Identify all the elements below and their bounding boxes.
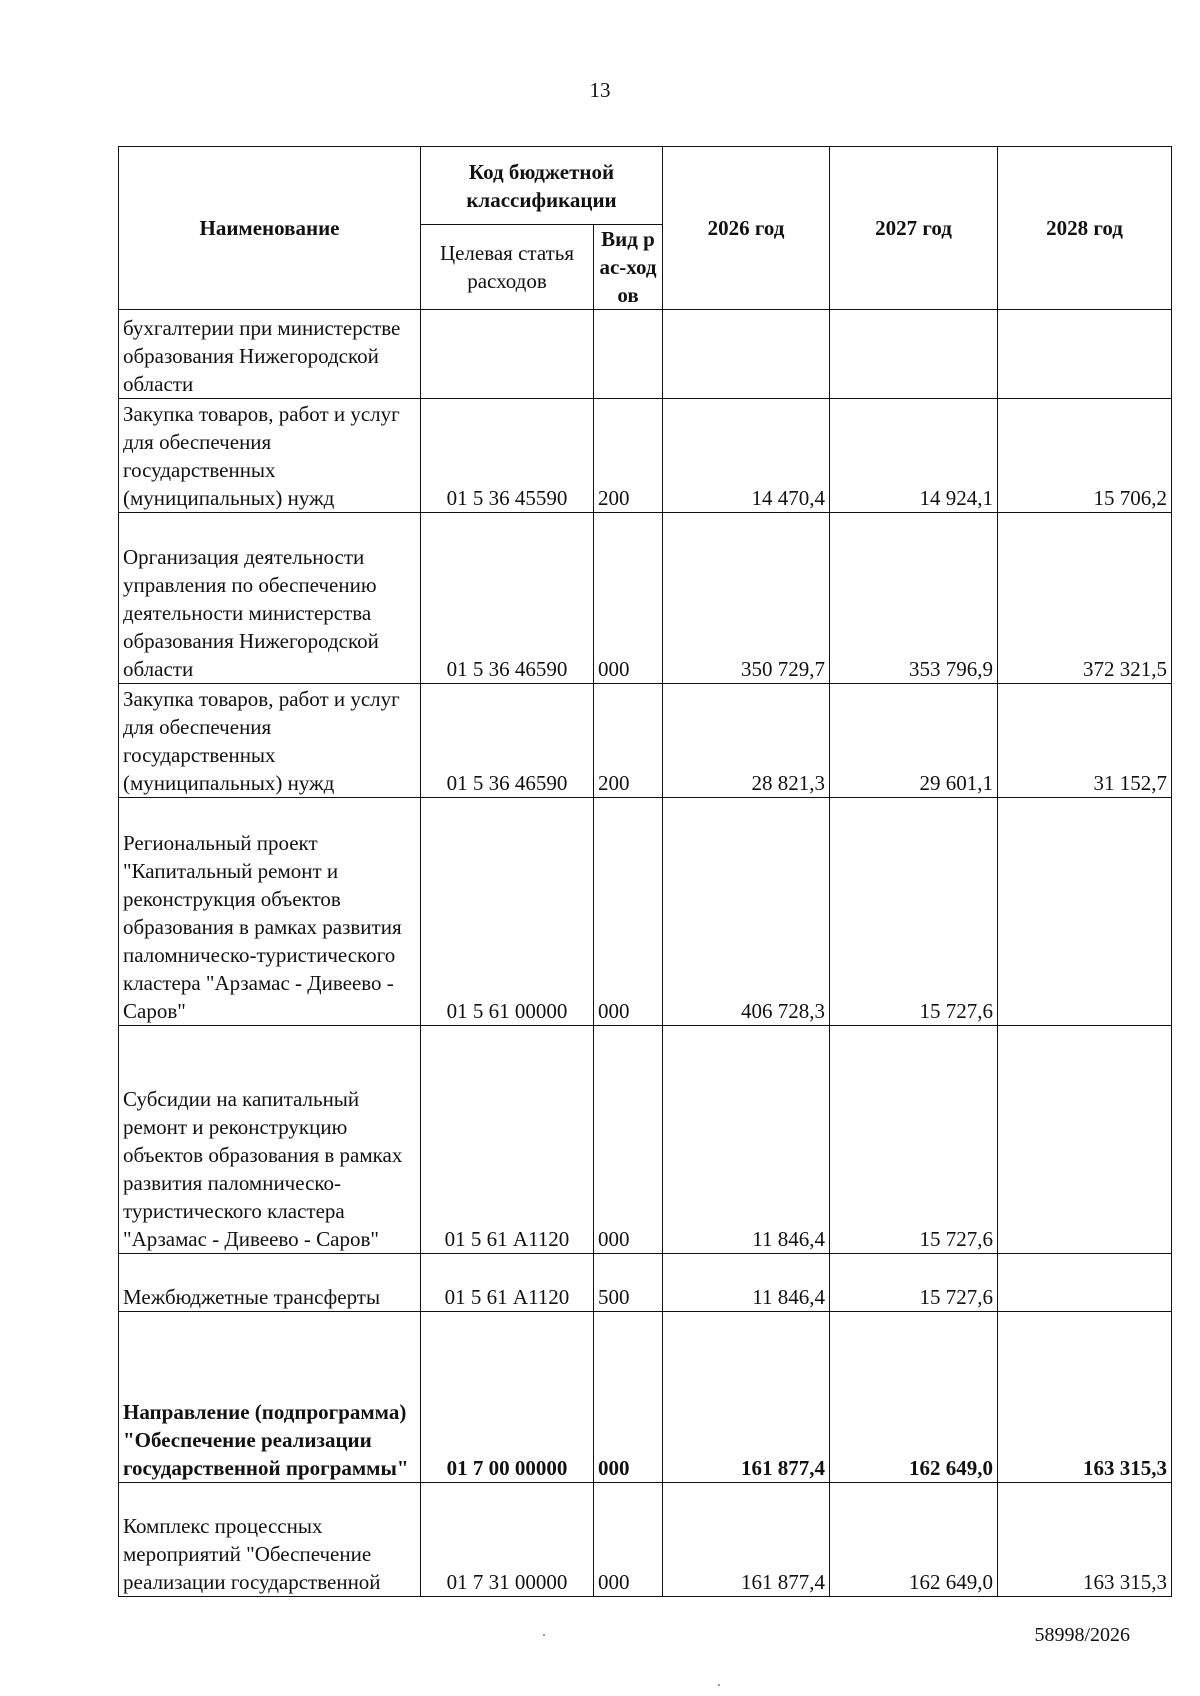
row-2028 bbox=[998, 798, 1172, 1026]
scan-speck bbox=[543, 1634, 545, 1636]
row-kind: 000 bbox=[594, 1026, 663, 1254]
header-target: Целевая статья расходов bbox=[421, 225, 594, 310]
row-2026: 28 821,3 bbox=[663, 684, 830, 798]
table-row bbox=[119, 1483, 1172, 1597]
row-2028: 163 315,3 bbox=[998, 1483, 1172, 1597]
row-2026: 11 846,4 bbox=[663, 1026, 830, 1254]
row-2026: 161 877,4 bbox=[663, 1312, 830, 1483]
row-code: 01 5 61 А1120 bbox=[421, 1254, 594, 1312]
row-code: 01 5 61 00000 bbox=[421, 798, 594, 1026]
budget-table bbox=[118, 146, 1172, 1597]
header-2028: 2028 год bbox=[998, 147, 1172, 310]
table-body bbox=[119, 310, 1172, 1597]
row-name: Закупка товаров, работ и услуг для обеспечения государственных (муниципальных) нужд bbox=[119, 684, 421, 798]
row-2027: 162 649,0 bbox=[830, 1483, 998, 1597]
row-2026: 11 846,4 bbox=[663, 1254, 830, 1312]
header-2027: 2027 год bbox=[830, 147, 998, 310]
row-2028: 15 706,2 bbox=[998, 399, 1172, 513]
row-name: Комплекс процессных мероприятий "Обеспечение реализации государственной bbox=[119, 1483, 421, 1597]
row-name: Субсидии на капитальный ремонт и реконструкцию объектов образования в рамках развития паломническо-туристического кластера "Арзамас - Дивеево - Саров" bbox=[119, 1026, 421, 1254]
row-kind: 000 bbox=[594, 798, 663, 1026]
row-code: 01 7 31 00000 bbox=[421, 1483, 594, 1597]
row-kind: 000 bbox=[594, 1312, 663, 1483]
row-name: Закупка товаров, работ и услуг для обеспечения государственных (муниципальных) нужд bbox=[119, 399, 421, 513]
row-2028: 163 315,3 bbox=[998, 1312, 1172, 1483]
row-kind bbox=[594, 310, 663, 399]
row-2028: 31 152,7 bbox=[998, 684, 1172, 798]
row-2027 bbox=[830, 310, 998, 399]
row-2027: 353 796,9 bbox=[830, 513, 998, 684]
table-row bbox=[119, 1026, 1172, 1254]
row-2027: 15 727,6 bbox=[830, 1026, 998, 1254]
row-kind: 000 bbox=[594, 513, 663, 684]
row-name: Направление (подпрограмма) "Обеспечение реализации государственной программы" bbox=[119, 1312, 421, 1483]
row-kind: 200 bbox=[594, 399, 663, 513]
row-2027: 162 649,0 bbox=[830, 1312, 998, 1483]
table-row bbox=[119, 1312, 1172, 1483]
header-kbk: Код бюджетной классификации bbox=[421, 147, 663, 225]
row-2028: 372 321,5 bbox=[998, 513, 1172, 684]
row-2026: 406 728,3 bbox=[663, 798, 830, 1026]
row-2027: 15 727,6 bbox=[830, 798, 998, 1026]
scan-speck bbox=[718, 1684, 720, 1686]
row-name: Организация деятельности управления по обеспечению деятельности министерства образования Нижегородской области bbox=[119, 513, 421, 684]
row-code: 01 5 36 46590 bbox=[421, 513, 594, 684]
row-name: бухгалтерии при министерстве образования Нижегородской области bbox=[119, 310, 421, 399]
row-name: Межбюджетные трансферты bbox=[119, 1254, 421, 1312]
row-kind: 500 bbox=[594, 1254, 663, 1312]
page-number: 13 bbox=[589, 78, 611, 102]
row-2026: 14 470,4 bbox=[663, 399, 830, 513]
row-2026: 161 877,4 bbox=[663, 1483, 830, 1597]
header-2026: 2026 год bbox=[663, 147, 830, 310]
header-name: Наименование bbox=[119, 147, 421, 310]
row-2028 bbox=[998, 1254, 1172, 1312]
table-row bbox=[119, 798, 1172, 1026]
row-2026 bbox=[663, 310, 830, 399]
table-row bbox=[119, 684, 1172, 798]
header-kind: Вид рас-ходов bbox=[594, 225, 663, 310]
row-kind: 200 bbox=[594, 684, 663, 798]
table-row bbox=[119, 399, 1172, 513]
row-2026: 350 729,7 bbox=[663, 513, 830, 684]
row-code: 01 7 00 00000 bbox=[421, 1312, 594, 1483]
row-name: Региональный проект "Капитальный ремонт и реконструкция объектов образования в рамках развития паломническо-туристического кластера "Арзамас - Дивеево - Саров" bbox=[119, 798, 421, 1026]
row-code: 01 5 36 45590 bbox=[421, 399, 594, 513]
row-2027: 15 727,6 bbox=[830, 1254, 998, 1312]
table-row bbox=[119, 513, 1172, 684]
row-code: 01 5 36 46590 bbox=[421, 684, 594, 798]
row-2027: 29 601,1 bbox=[830, 684, 998, 798]
row-2028 bbox=[998, 1026, 1172, 1254]
row-code bbox=[421, 310, 594, 399]
row-2027: 14 924,1 bbox=[830, 399, 998, 513]
row-kind: 000 bbox=[594, 1483, 663, 1597]
table-row bbox=[119, 310, 1172, 399]
row-2028 bbox=[998, 310, 1172, 399]
table-row bbox=[119, 1254, 1172, 1312]
row-code: 01 5 61 А1120 bbox=[421, 1026, 594, 1254]
table-header bbox=[119, 147, 1172, 310]
document-number: 58998/2026 bbox=[1034, 1624, 1130, 1646]
